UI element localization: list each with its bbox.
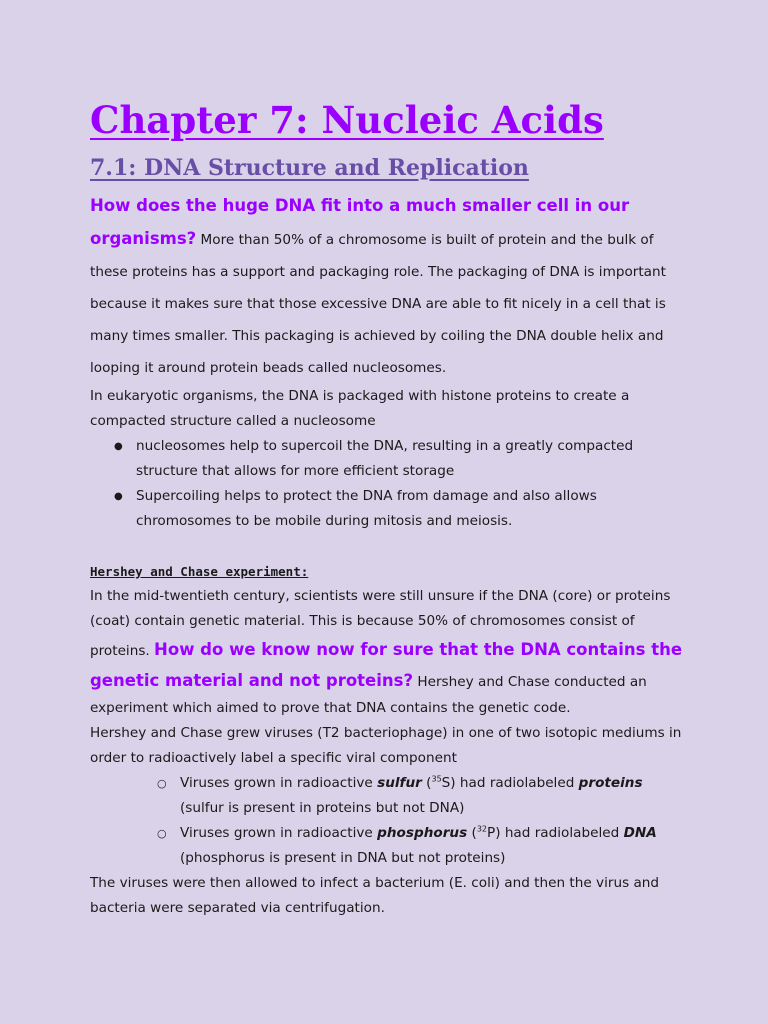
circle-bullet-icon: ○ xyxy=(157,777,167,790)
hershey-heading: Hershey and Chase experiment: xyxy=(90,564,309,579)
nucleosome-bullet-list xyxy=(90,434,690,534)
bullet-icon: ● xyxy=(114,441,123,452)
list-item: ● Supercoiling helps to protect the DNA from damage and also allows chromosomes to be mobile during mitosis and meiosis. xyxy=(136,484,690,534)
document-page xyxy=(90,96,690,921)
section-title: 7.1: DNA Structure and Replication xyxy=(90,155,529,181)
circle-bullet-icon: ○ xyxy=(157,827,167,840)
hershey-question: How do we know now for sure that the DNA contains the genetic material and not proteins? xyxy=(90,640,683,690)
intro-text: More than 50% of a chromosome is built of protein and the bulk of these proteins has a support and packaging role. The packaging of DNA is important because it makes sure that those excessive DNA are able to fit nicely in a cell that is many times smaller. This packaging is achieved by coiling the DNA double helix and looping it around protein beads called nucleosomes. xyxy=(90,232,666,376)
isotope-list xyxy=(90,771,690,871)
bullet-icon: ● xyxy=(114,491,123,502)
list-item: ● nucleosomes help to supercoil the DNA, resulting in a greatly compacted structure that allows for more efficient storage xyxy=(136,434,690,484)
intro-question: How does the huge DNA fit into a much smaller cell in our organisms? xyxy=(90,196,630,248)
isotope-paragraph: Hershey and Chase grew viruses (T2 bacteriophage) in one of two isotopic mediums in order to radioactively label a specific viral component xyxy=(90,725,682,766)
list-item: ○ Viruses grown in radioactive phosphorus ($^{32}$P) had radiolabeled DNA (phosphorus is present in DNA but not proteins) xyxy=(180,821,690,871)
list-item: ○ Viruses grown in radioactive sulfur ($^{35}$S) had radiolabeled proteins (sulfur is present in proteins but not DNA) xyxy=(180,771,690,821)
eukaryote-paragraph: In eukaryotic organisms, the DNA is packaged with histone proteins to create a compacted structure called a nucleosome xyxy=(90,388,630,429)
chapter-title: Chapter 7: Nucleic Acids xyxy=(90,98,604,142)
intro-paragraph xyxy=(90,190,690,384)
hershey-paragraph: In the mid-twentieth century, scientists were still unsure if the DNA (core) or proteins (coat) contain genetic material. This is because 50% of chromosomes consist of proteins. How do we know now for sure that the DNA contains the genetic material and not proteins? Hershey and Chase conducted an experiment which aimed to prove that DNA contains the genetic code. xyxy=(90,588,683,716)
conclusion-paragraph: The viruses were then allowed to infect a bacterium (E. coli) and then the virus and bacteria were separated via centrifugation. xyxy=(90,875,660,916)
